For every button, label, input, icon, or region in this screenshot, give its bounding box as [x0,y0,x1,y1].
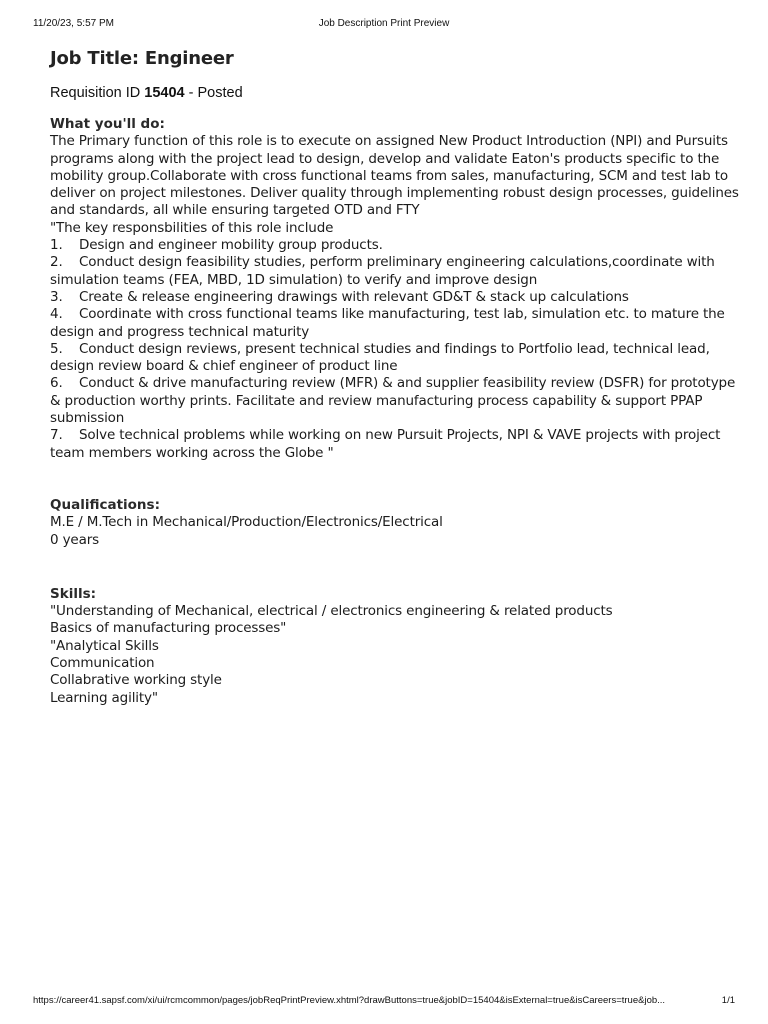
requisition-status: - Posted [184,85,243,101]
qualification-line: 0 years [50,531,99,548]
skill-line: Basics of manufacturing processes" [50,620,287,637]
print-page-title: Job Description Print Preview [318,18,450,29]
item-text: Create & release engineering drawings with relevant GD&T & stack up calculations [79,288,629,305]
item-text: Design and engineer mobility group products. [79,237,383,254]
item-text: Conduct & drive manufacturing review (MFR) & and supplier feasibility review (DSFR) for prototype & production worthy prints. Facilitate and review manufacturing process capability & support PPAP submission [50,375,736,427]
qualification-line: M.E / M.Tech in Mechanical/Production/Electronics/Electrical [50,514,443,531]
job-title: Job Title: Engineer [50,48,234,69]
skill-line: "Analytical Skills [50,637,159,654]
item-number: 7. [50,427,63,444]
item-number: 3. [50,288,63,305]
item-text: Solve technical problems while working on new Pursuit Projects, NPI & VAVE projects with project team members working across the Globe " [50,427,721,461]
qualifications-heading: Qualifications: [50,496,160,513]
item-number: 6. [50,375,63,392]
print-footer [33,995,735,1009]
item-text: Coordinate with cross functional teams like manufacturing, test lab, simulation etc. to mature the design and progress technical maturity [50,306,725,340]
skills-heading: Skills: [50,585,97,602]
responsibility-item [50,237,740,254]
responsibility-item [50,375,740,427]
what-youll-do-heading: What you'll do: [50,116,165,132]
print-header [33,18,735,32]
requisition-id: 15404 [144,85,185,101]
skill-line: Communication [50,655,155,672]
requisition-line [50,84,740,102]
responsibilities-intro: "The key responsbilities of this role include [50,219,334,236]
item-number: 5. [50,340,63,357]
item-text: Conduct design feasibility studies, perform preliminary engineering calculations,coordinate with simulation teams (FEA, MBD, 1D simulation) to verify and improve design [50,254,715,288]
responsibility-item [50,289,740,306]
job-description [50,46,740,707]
item-number: 1. [50,237,63,254]
skill-line: "Understanding of Mechanical, electrical / electronics engineering & related products [50,603,613,620]
responsibility-item [50,254,740,289]
responsibility-item [50,427,740,462]
page-url: https://career41.sapsf.com/xi/ui/rcmcommon/pages/jobReqPrintPreview.xhtml?drawButtons=true&jobID=15404&isExternal=true&isCareers=true&job... [33,995,666,1006]
skill-line: Collabrative working style [50,672,222,689]
responsibility-item [50,341,740,376]
print-datetime: 11/20/23, 5:57 PM [33,18,114,29]
role-summary-paragraph: The Primary function of this role is to execute on assigned New Product Introduction (NPI) and Pursuits programs along with the project lead to design, develop and validate Eaton's products specific to the mobility group.Collaborate with cross functional teams from sales, manufacturing, SCM and test lab to deliver on project milestones. Deliver quality through implementing robust design processes, guidelines and standards, all while ensuring targeted OTD and FTY [50,133,739,219]
item-number: 4. [50,306,63,323]
page-number: 1/1 [721,995,735,1006]
requisition-prefix: Requisition ID [50,85,145,101]
skill-line: Learning agility" [50,689,158,706]
item-number: 2. [50,254,63,271]
item-text: Conduct design reviews, present technical studies and findings to Portfolio lead, technical lead, design review board & chief engineer of product line [50,340,710,375]
responsibility-item [50,306,740,341]
